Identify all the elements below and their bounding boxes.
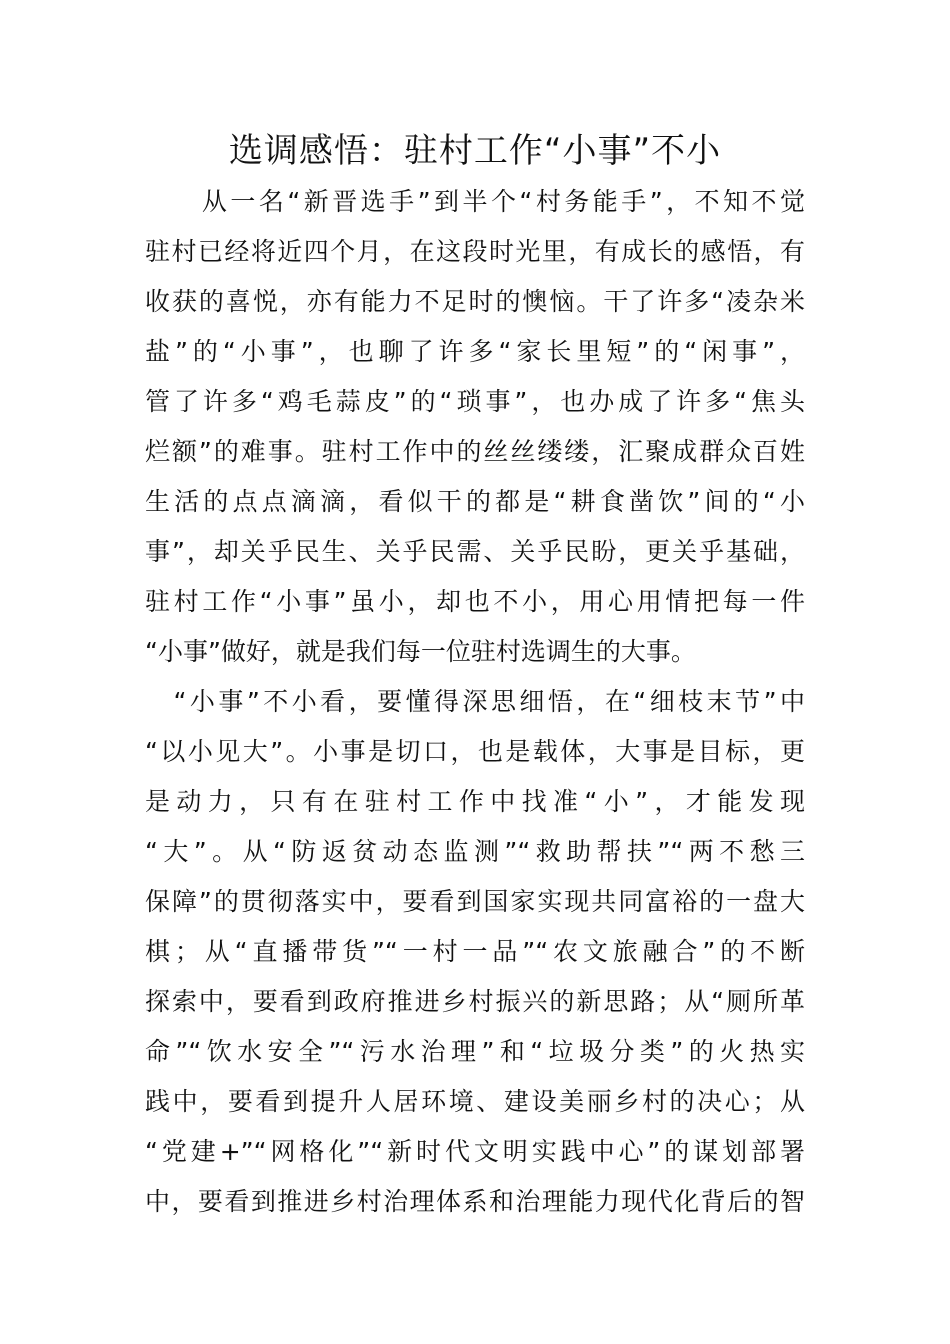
text-line: 命”“饮水安全”“污水治理”和“垃圾分类”的火热实 [145,1037,805,1066]
text-line: “以小见大”。小事是切口，也是载体，大事是目标，更 [145,737,805,766]
text-line: “党建+”“网格化”“新时代文明实践中心”的谋划部署 [145,1137,805,1166]
text-line: 践中，要看到提升人居环境、建设美丽乡村的决心；从 [145,1087,805,1116]
text-line: 是动力，只有在驻村工作中找准“小”，才能发现 [145,787,805,816]
text-line: 驻村已经将近四个月，在这段时光里，有成长的感悟，有 [145,237,805,266]
document-body [145,177,805,1227]
paragraph-end-line: “小事”做好，就是我们每一位驻村选调生的大事。 [145,637,696,666]
text-line: 盐”的“小事”，也聊了许多“家长里短”的“闲事”， [145,337,805,366]
document-title: 选调感悟：驻村工作“小事”不小 [228,131,722,171]
text-line: 生活的点点滴滴，看似干的都是“耕食凿饮”间的“小 [145,487,805,516]
text-line: “小事”不小看，要懂得深思细悟，在“细枝末节”中 [145,687,805,716]
text-line: 探索中，要看到政府推进乡村振兴的新思路；从“厕所革 [145,987,805,1016]
text-line: 事”，却关乎民生、关乎民需、关乎民盼，更关乎基础， [145,537,805,566]
text-line: 收获的喜悦，亦有能力不足时的懊恼。干了许多“凌杂米 [145,287,805,316]
text-line: 从一名“新晋选手”到半个“村务能手”，不知不觉 [145,187,805,216]
text-line: 保障”的贯彻落实中，要看到国家实现共同富裕的一盘大 [145,887,805,916]
text-line: 管了许多“鸡毛蒜皮”的“琐事”，也办成了许多“焦头 [145,387,805,416]
text-line: 棋；从“直播带货”“一村一品”“农文旅融合”的不断 [145,937,805,966]
text-line: 驻村工作“小事”虽小，却也不小，用心用情把每一件 [145,587,805,616]
text-line: “大”。从“防返贫动态监测”“救助帮扶”“两不愁三 [145,837,805,866]
text-line: 中，要看到推进乡村治理体系和治理能力现代化背后的智 [145,1187,805,1216]
text-line: 烂额”的难事。驻村工作中的丝丝缕缕，汇聚成群众百姓 [145,437,805,466]
